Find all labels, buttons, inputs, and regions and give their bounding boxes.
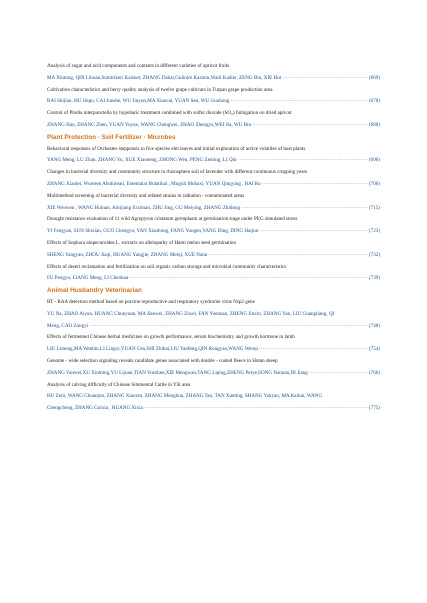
author-names: LIU Limeng,MA Wenbin,LI Lingxi,YUAN Cen,SHI Zhihai,LIU Yanfeng,QIN Rongyan,WANG Wenqi	[47, 346, 258, 353]
entry-title: Control of Plodia interpunctella by hypobaric treatment combined with sulfur dioxide (SO₂) fumigation on dried apricot	[47, 110, 292, 117]
entry-authors	[47, 368, 380, 380]
page-number: (766)	[368, 369, 380, 376]
author-names: Chengcheng, ZHANG Guixia , HUANG Xixia	[47, 405, 143, 412]
dot-leader	[241, 203, 368, 215]
dot-leader	[129, 273, 368, 285]
entry-authors	[47, 344, 380, 356]
entry-authors	[47, 179, 380, 191]
entry-title: Effects of fermented Chinese herbal medicines on growth performance, serum biochemistry and growth hormone in lamb	[47, 334, 295, 341]
entry-title: RT - RAA detection method based on porcine reproductive and respiratory syndrome virus Nsp2 gene	[47, 298, 255, 305]
author-names: HU Zeru, WANG Chuanjun, ZHANG Xiaoran, ZHANG Menghua, ZHANG Tao, TAN Xueting, SHANG Yanyan, MA Kailun, WANG	[47, 393, 323, 400]
author-names: ZHANG Yanwei,XU Xinming,YU Lijuan,TIAN Yuezhen,XIE Mengwan,TANG Liping,ZHENG Peiye,SONG Nannan,DI Jiang	[47, 369, 308, 376]
page-number: (748)	[368, 322, 380, 329]
dot-leader	[238, 155, 368, 167]
dot-leader	[262, 179, 368, 191]
author-names: ZHANG Xiaolei, Wureren Abuhireati, Entemalar Bulatihai , Muguli Muhaxi, YUAN Qingying , BAI Ru	[47, 180, 261, 187]
dot-leader	[309, 368, 368, 380]
entry-authors	[47, 273, 380, 285]
entry-authors	[47, 250, 380, 262]
page-number: (715)	[368, 204, 380, 211]
entry-title: Cultivation characteristics and berry quality analysis of twelve grape cultivars in Turpan grape production area	[47, 86, 273, 93]
entry-title: Multimethod screening of bacterial diversity and related strains in radiation - contaminated areas	[47, 192, 245, 199]
entry-title: Effects of desert reclamation and fertilization on soil organic carbon storage and microbial community characteristics	[47, 263, 287, 270]
page-number: (669)	[368, 74, 380, 81]
entry-authors	[47, 120, 380, 132]
author-names: SHENG Yangyan, ZHOU Jiaqi, HUANG Yangjie, ZHANG Meiqi, XUE Nana	[47, 251, 208, 258]
dot-leader	[208, 250, 368, 262]
page-number: (678)	[368, 98, 380, 105]
entry-title: Effects of Sophora alopecuroides L. extracts on allelopathy of Hami melon seed germination	[47, 239, 237, 246]
dot-leader	[282, 73, 368, 85]
dot-leader	[144, 403, 368, 415]
author-names: Meng, CAO Zongyi	[47, 322, 89, 329]
dot-leader	[259, 344, 368, 356]
section-heading: Plant Protection · Soil Fertilizer · Microbes	[47, 133, 176, 141]
entry-authors	[47, 391, 380, 403]
author-names: XIE Wenwen , WANG Huinan, Ainijiang Erximan, ZHU Jing, GU Meiying, ZHANG Zhidong	[47, 204, 241, 211]
page-number: (775)	[368, 405, 380, 412]
author-names: YI Fengyan, SUN Shixian, GUO Chengyu, YAN Xiaohong, FANG Yongen,YANG Ding, DING Haijun	[47, 228, 259, 235]
page-number: (754)	[368, 346, 380, 353]
author-names: YU Na, ZHAO Aiyun, HUANG Chunyuan, MA Jianwei, ZHANG Ziwei, FAN Yuenuan, ZHENG Jinxin, ZHANG Yan, LIU Guangliang, QI	[47, 310, 335, 317]
dot-leader	[230, 96, 368, 108]
section-heading: Animal Husbandry Veterinarian	[47, 287, 142, 295]
entry-title: Behavioral responses of Orchestes steppensis to five species elm leaves and initial exploration of active volatiles of host plants	[47, 145, 306, 152]
page-number: (696)	[368, 157, 380, 164]
entry-authors	[47, 403, 380, 415]
entry-authors	[47, 203, 380, 215]
entry-title: Changes in bacterial diversity and community structure in rhizosphere soil of lavender with different continuous cropping years	[47, 169, 308, 176]
author-names: BAI Shijian, HU Jinpu, CAI Junshe, WU Jiuyun,MA Xiaocai, YUAN Sen, WU Guohong	[47, 98, 230, 105]
page-number: (688)	[368, 121, 380, 128]
dot-leader	[259, 226, 368, 238]
entry-authors	[47, 96, 380, 108]
entry-authors	[47, 226, 380, 238]
page-number: (706)	[368, 180, 380, 187]
entry-title: Analysis of calving difficulty of Chinese Simmental Cattle in Yili area	[47, 381, 191, 388]
entry-authors	[47, 321, 380, 333]
entry-authors	[47, 155, 380, 167]
page-number: (739)	[368, 275, 380, 282]
entry-title: Genome - wide selection signaling reveals candidate genes associated with double - coated fleece in Hotan sheep	[47, 357, 278, 364]
author-names: YANG Meng, LU Zhan, ZHANG Yu, XUE Xiaoneng, ZHONG Wen, PENG Zeming, LI Qin	[47, 157, 237, 164]
table-of-contents	[47, 61, 380, 415]
entry-authors	[47, 309, 380, 321]
entry-title: Analysis of sugar and acid components and contents in different varieties of apricot fruits	[47, 63, 230, 69]
author-names: MA Xintong, QIN Lihuan,Sumirikeri Kaisner, ZHANG Dahai,Gulinire Kasimu,Waili Kadier, ZENG Bin, XIE Hui	[47, 74, 282, 81]
page-number: (723)	[368, 228, 380, 235]
dot-leader	[252, 120, 368, 132]
author-names: FU Pengyu, LIANG Meng, LI Chenhua	[47, 275, 129, 282]
author-names: ZHANG Hao, ZHANG Zhen, YUAN Yuyue, WANG Chengwei, ZHAO Zhengyu,WEI Jia, WU Bin	[47, 121, 251, 128]
entry-title: Drought resistance evaluation of 11 wild Agropyron cristatum germplasm at germination stage under PEG simulated stress	[47, 216, 298, 223]
dot-leader	[89, 321, 368, 333]
entry-authors	[47, 73, 380, 85]
page-number: (732)	[368, 251, 380, 258]
